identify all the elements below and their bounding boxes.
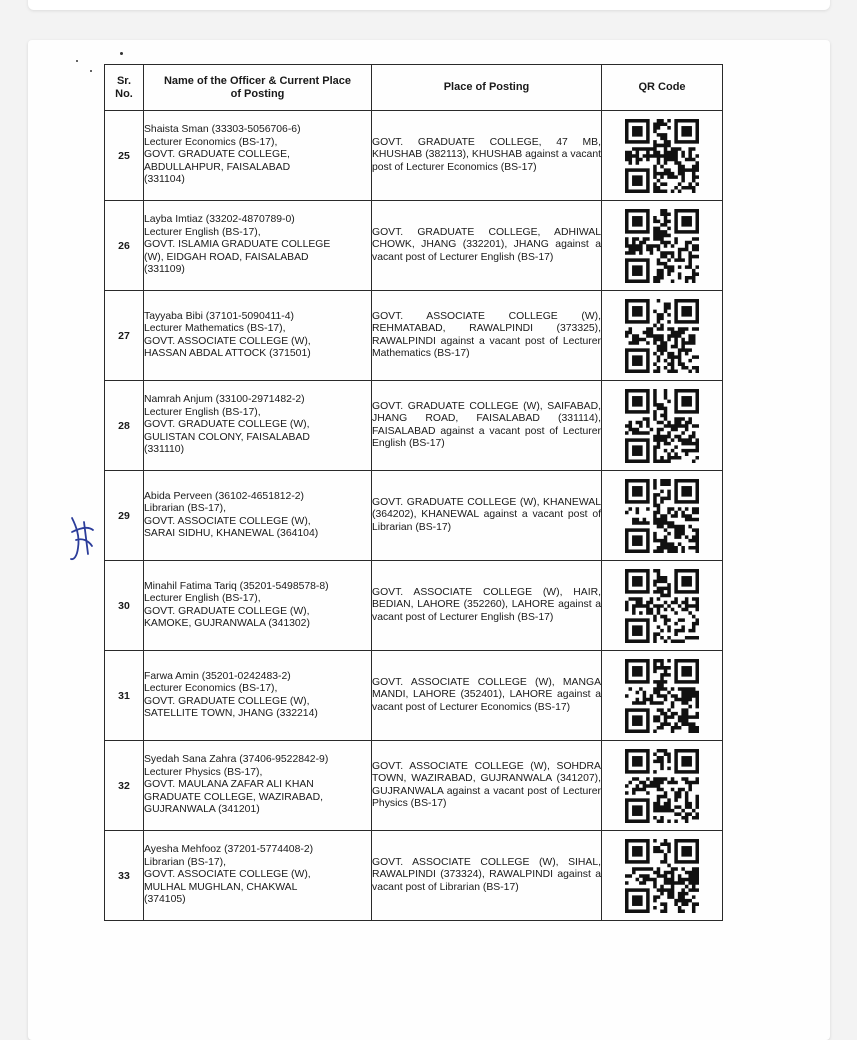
- qr-code-icon: [625, 839, 699, 913]
- place-of-posting: [372, 471, 602, 561]
- table-row: [105, 471, 723, 561]
- officer-detail-line: Tayyaba Bibi (37101-5090411-4): [144, 310, 294, 322]
- header-officer-name: Name of the Officer & Current Place of Posting: [144, 65, 372, 111]
- place-of-posting: [372, 291, 602, 381]
- officer-detail-line: GOVT. GRADUATE COLLEGE (W),: [144, 695, 310, 707]
- officer-detail-line: GOVT. GRADUATE COLLEGE,: [144, 149, 290, 161]
- scan-speck: [90, 70, 92, 72]
- table-row: [105, 111, 723, 201]
- serial-number: 28: [105, 381, 144, 471]
- officer-detail-line: GUJRANWALA (341201): [144, 804, 260, 816]
- officer-detail-line: GOVT. MAULANA ZAFAR ALI KHAN: [144, 779, 314, 791]
- officer-detail-line: GOVT. ASSOCIATE COLLEGE (W),: [144, 515, 311, 527]
- officer-detail-line: Syedah Sana Zahra (37406-9522842-9): [144, 754, 329, 766]
- qr-code-cell: [602, 381, 723, 471]
- officer-detail-line: GOVT. ASSOCIATE COLLEGE (W),: [144, 869, 311, 881]
- officer-detail-line: GULISTAN COLONY, FAISALABAD: [144, 431, 310, 443]
- place-of-posting: [372, 651, 602, 741]
- officer-details: [144, 111, 372, 201]
- officer-detail-line: GOVT. ASSOCIATE COLLEGE (W),: [144, 335, 311, 347]
- officer-detail-line: Lecturer Physics (BS-17),: [144, 766, 263, 778]
- qr-code-cell: [602, 651, 723, 741]
- qr-code-icon: [625, 119, 699, 193]
- table-row: [105, 291, 723, 381]
- qr-code-cell: [602, 471, 723, 561]
- officer-detail-line: Namrah Anjum (33100-2971482-2): [144, 394, 305, 406]
- officer-detail-line: Lecturer English (BS-17),: [144, 593, 261, 605]
- posting-text: GOVT. ASSOCIATE COLLEGE (W), SIHAL, RAWALPINDI (373324), RAWALPINDI against a vacant post of Librarian (BS-17): [372, 856, 601, 893]
- table-header-row: [105, 65, 723, 111]
- place-of-posting: [372, 561, 602, 651]
- qr-code-cell: [602, 741, 723, 831]
- officer-detail-line: Lecturer English (BS-17),: [144, 406, 261, 418]
- officer-detail-line: MULHAL MUGHLAN, CHAKWAL: [144, 881, 298, 893]
- officer-detail-line: (331104): [144, 174, 185, 186]
- qr-code-icon: [625, 479, 699, 553]
- officer-detail-line: (331109): [144, 264, 185, 276]
- posting-text: GOVT. GRADUATE COLLEGE (W), SAIFABAD, JHANG ROAD, FAISALABAD (331114), FAISALABAD against a vacant post of Lecturer English (BS-17): [372, 400, 601, 449]
- qr-code-icon: [625, 569, 699, 643]
- officer-detail-line: Librarian (BS-17),: [144, 856, 227, 868]
- officer-details: [144, 471, 372, 561]
- posting-text: GOVT. ASSOCIATE COLLEGE (W), REHMATABAD, RAWALPINDI (373325), RAWALPINDI against a vacant post of Lecturer Mathematics (BS-17): [372, 310, 601, 359]
- officer-details: [144, 831, 372, 921]
- serial-number: 27: [105, 291, 144, 381]
- serial-number: 31: [105, 651, 144, 741]
- header-place-of-posting: Place of Posting: [372, 65, 602, 111]
- serial-number: 33: [105, 831, 144, 921]
- scan-speck: [120, 52, 123, 55]
- officer-detail-line: (331110): [144, 444, 185, 456]
- officer-detail-line: (374105): [144, 894, 186, 906]
- table-row: [105, 381, 723, 471]
- officer-detail-line: GRADUATE COLLEGE, WAZIRABAD,: [144, 791, 323, 803]
- officer-detail-line: SARAI SIDHU, KHANEWAL (364104): [144, 527, 319, 539]
- table-row: [105, 651, 723, 741]
- officer-detail-line: Minahil Fatima Tariq (35201-5498578-8): [144, 580, 329, 592]
- officer-details: [144, 201, 372, 291]
- qr-code-cell: [602, 291, 723, 381]
- serial-number: 25: [105, 111, 144, 201]
- officer-detail-line: Shaista Sman (33303-5056706-6): [144, 124, 301, 136]
- officer-detail-line: SATELLITE TOWN, JHANG (332214): [144, 707, 318, 719]
- place-of-posting: [372, 831, 602, 921]
- table-row: [105, 561, 723, 651]
- serial-number: 30: [105, 561, 144, 651]
- qr-code-icon: [625, 299, 699, 373]
- posting-table: [104, 64, 723, 921]
- previous-page-card: [28, 0, 830, 10]
- officer-detail-line: Lecturer Economics (BS-17),: [144, 683, 278, 695]
- posting-text: GOVT. ASSOCIATE COLLEGE (W), SOHDRA TOWN, WAZIRABAD, GUJRANWALA (341207), GUJRANWALA against a vacant post of Lecturer Physics (BS-17): [372, 760, 601, 809]
- place-of-posting: [372, 381, 602, 471]
- officer-detail-line: (W), EIDGAH ROAD, FAISALABAD: [144, 251, 309, 263]
- officer-detail-line: Librarian (BS-17),: [144, 503, 227, 515]
- officer-detail-line: Ayesha Mehfooz (37201-5774408-2): [144, 844, 314, 856]
- place-of-posting: [372, 201, 602, 291]
- qr-code-cell: [602, 201, 723, 291]
- officer-details: [144, 561, 372, 651]
- qr-code-icon: [625, 389, 699, 463]
- officer-detail-line: GOVT. ISLAMIA GRADUATE COLLEGE: [144, 239, 331, 251]
- officer-details: [144, 651, 372, 741]
- officer-detail-line: Lecturer Economics (BS-17),: [144, 136, 278, 148]
- place-of-posting: [372, 111, 602, 201]
- officer-details: [144, 291, 372, 381]
- qr-code-icon: [625, 209, 699, 283]
- officer-details: [144, 381, 372, 471]
- officer-details: [144, 741, 372, 831]
- header-qr-code: QR Code: [602, 65, 723, 111]
- officer-detail-line: HASSAN ABDAL ATTOCK (371501): [144, 347, 311, 359]
- officer-detail-line: Lecturer English (BS-17),: [144, 226, 261, 238]
- qr-code-cell: [602, 831, 723, 921]
- scan-speck: [76, 60, 78, 62]
- officer-detail-line: Abida Perveen (36102-4651812-2): [144, 490, 305, 502]
- posting-text: GOVT. GRADUATE COLLEGE (W), KHANEWAL (364202), KHANEWAL against a vacant post of Librarian (BS-17): [372, 496, 601, 533]
- qr-code-icon: [625, 659, 699, 733]
- posting-text: GOVT. GRADUATE COLLEGE, ADHIWAL CHOWK, JHANG (332201), JHANG against a vacant post of Lecturer English (BS-17): [372, 226, 601, 263]
- table-row: [105, 741, 723, 831]
- officer-detail-line: GOVT. GRADUATE COLLEGE (W),: [144, 419, 310, 431]
- posting-text: GOVT. ASSOCIATE COLLEGE (W), MANGA MANDI, LAHORE (352401), LAHORE against a vacant post of Lecturer Economics (BS-17): [372, 676, 601, 713]
- officer-detail-line: Layba Imtiaz (33202-4870789-0): [144, 214, 295, 226]
- header-sr-no: Sr. No.: [105, 65, 144, 111]
- qr-code-cell: [602, 111, 723, 201]
- officer-detail-line: KAMOKE, GUJRANWALA (341302): [144, 617, 310, 629]
- qr-code-cell: [602, 561, 723, 651]
- place-of-posting: [372, 741, 602, 831]
- serial-number: 29: [105, 471, 144, 561]
- qr-code-icon: [625, 749, 699, 823]
- posting-text: GOVT. ASSOCIATE COLLEGE (W), HAIR, BEDIAN, LAHORE (352260), LAHORE against a vacant post of Lecturer English (BS-17): [372, 586, 601, 623]
- posting-text: GOVT. GRADUATE COLLEGE, 47 MB, KHUSHAB (382113), KHUSHAB against a vacant post of Lecturer Economics (BS-17): [372, 136, 601, 173]
- serial-number: 32: [105, 741, 144, 831]
- officer-detail-line: GOVT. GRADUATE COLLEGE (W),: [144, 605, 310, 617]
- handwritten-initials-icon: [66, 512, 100, 564]
- officer-detail-line: Lecturer Mathematics (BS-17),: [144, 323, 286, 335]
- officer-detail-line: ABDULLAHPUR, FAISALABAD: [144, 161, 291, 173]
- table-row: [105, 201, 723, 291]
- serial-number: 26: [105, 201, 144, 291]
- table-row: [105, 831, 723, 921]
- officer-detail-line: Farwa Amin (35201-0242483-2): [144, 670, 291, 682]
